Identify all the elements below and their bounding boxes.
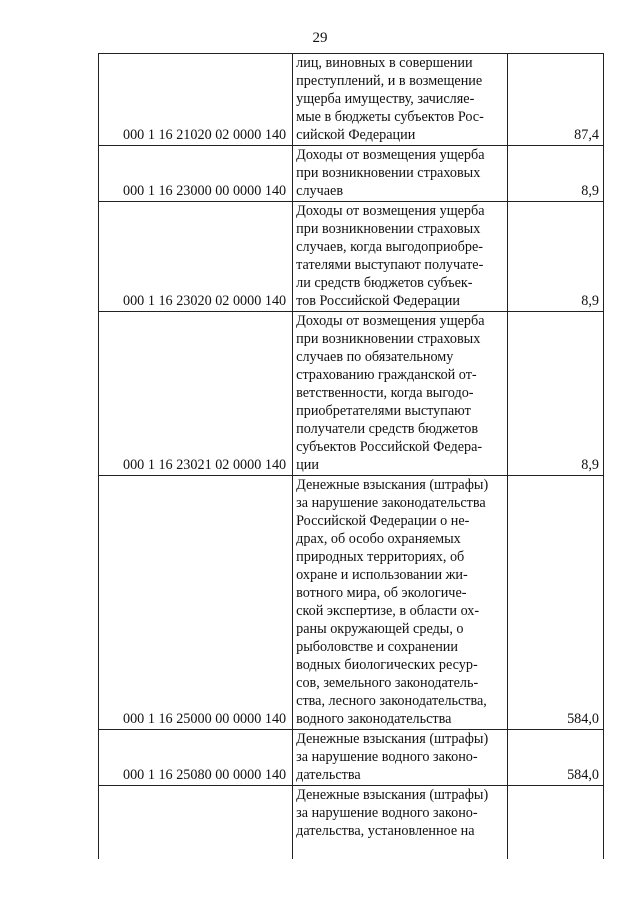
table-row [99,54,604,146]
description-line: драх, об особо охраняемых [296,531,461,547]
description-line: за нарушение законодательства [296,495,486,511]
description-line: вотного мира, об экологиче- [296,585,467,601]
budget-classification-code: 000 1 16 23021 02 0000 140 [99,312,293,476]
description-line: рыболовстве и сохранении [296,639,458,655]
description-line: дательства [296,767,361,783]
budget-classification-code: 000 1 16 25080 00 0000 140 [99,730,293,786]
description-line: преступлений, и в возмещение [296,73,483,89]
description-line: тов Российской Федерации [296,293,460,309]
revenue-description [293,730,508,786]
description-line: водного законодательства [296,711,452,727]
description-line: природных территориях, об [296,549,465,565]
description-line: при возникновении страховых [296,331,481,347]
amount-value [508,786,604,860]
revenue-description [293,202,508,312]
budget-classification-code: 000 1 16 25000 00 0000 140 [99,476,293,730]
description-line: ства, лесного законодательства, [296,693,487,709]
description-line: Российской Федерации о не- [296,513,470,529]
description-line: водных биологических ресур- [296,657,478,673]
description-line: Денежные взыскания (штрафы) [296,787,489,803]
table-row [99,786,604,860]
description-line: при возникновении страховых [296,221,481,237]
table-row [99,146,604,202]
amount-value: 87,4 [508,54,604,146]
amount-value: 584,0 [508,476,604,730]
description-line: приобретателями выступают [296,403,471,419]
revenue-description [293,54,508,146]
description-line: охране и использовании жи- [296,567,468,583]
budget-classification-code: 000 1 16 21020 02 0000 140 [99,54,293,146]
revenue-description [293,312,508,476]
budget-classification-code [99,786,293,860]
revenue-description [293,476,508,730]
description-line: сийской Федерации [296,127,416,143]
description-line: ущерба имуществу, зачисляе- [296,91,475,107]
description-line: субъектов Российской Федера- [296,439,483,455]
revenue-description [293,146,508,202]
description-line: при возникновении страховых [296,165,481,181]
description-line: ли средств бюджетов субъек- [296,275,473,291]
amount-value: 584,0 [508,730,604,786]
description-line: случаев по обязательному [296,349,454,365]
description-line: случаев, когда выгодоприобре- [296,239,483,255]
description-line: страхованию гражданской от- [296,367,477,383]
budget-classification-code: 000 1 16 23020 02 0000 140 [99,202,293,312]
description-line: лиц, виновных в совершении [296,55,473,71]
revenue-table [98,53,604,859]
description-line: ветственности, когда выгодо- [296,385,474,401]
description-line: Денежные взыскания (штрафы) [296,731,489,747]
description-line: мые в бюджеты субъектов Рос- [296,109,484,125]
description-line: Доходы от возмещения ущерба [296,313,485,329]
description-line: получатели средств бюджетов [296,421,479,437]
page-number: 29 [312,30,328,46]
amount-value: 8,9 [508,312,604,476]
description-line: тателями выступают получате- [296,257,484,273]
description-line: Денежные взыскания (штрафы) [296,477,489,493]
description-line: за нарушение водного законо- [296,749,478,765]
table-row [99,202,604,312]
description-line: раны окружающей среды, о [296,621,464,637]
description-line: случаев [296,183,344,199]
description-line: Доходы от возмещения ущерба [296,203,485,219]
description-line: ции [296,457,319,473]
description-line: дательства, установленное на [296,823,475,839]
description-line: Доходы от возмещения ущерба [296,147,485,163]
amount-value: 8,9 [508,202,604,312]
amount-value: 8,9 [508,146,604,202]
table-row [99,312,604,476]
description-line: за нарушение водного законо- [296,805,478,821]
description-line: ской экспертизе, в области ох- [296,603,480,619]
description-line: сов, земельного законодатель- [296,675,479,691]
table-row [99,730,604,786]
table-row [99,476,604,730]
revenue-table-body [99,54,604,860]
budget-classification-code: 000 1 16 23000 00 0000 140 [99,146,293,202]
revenue-description [293,786,508,860]
